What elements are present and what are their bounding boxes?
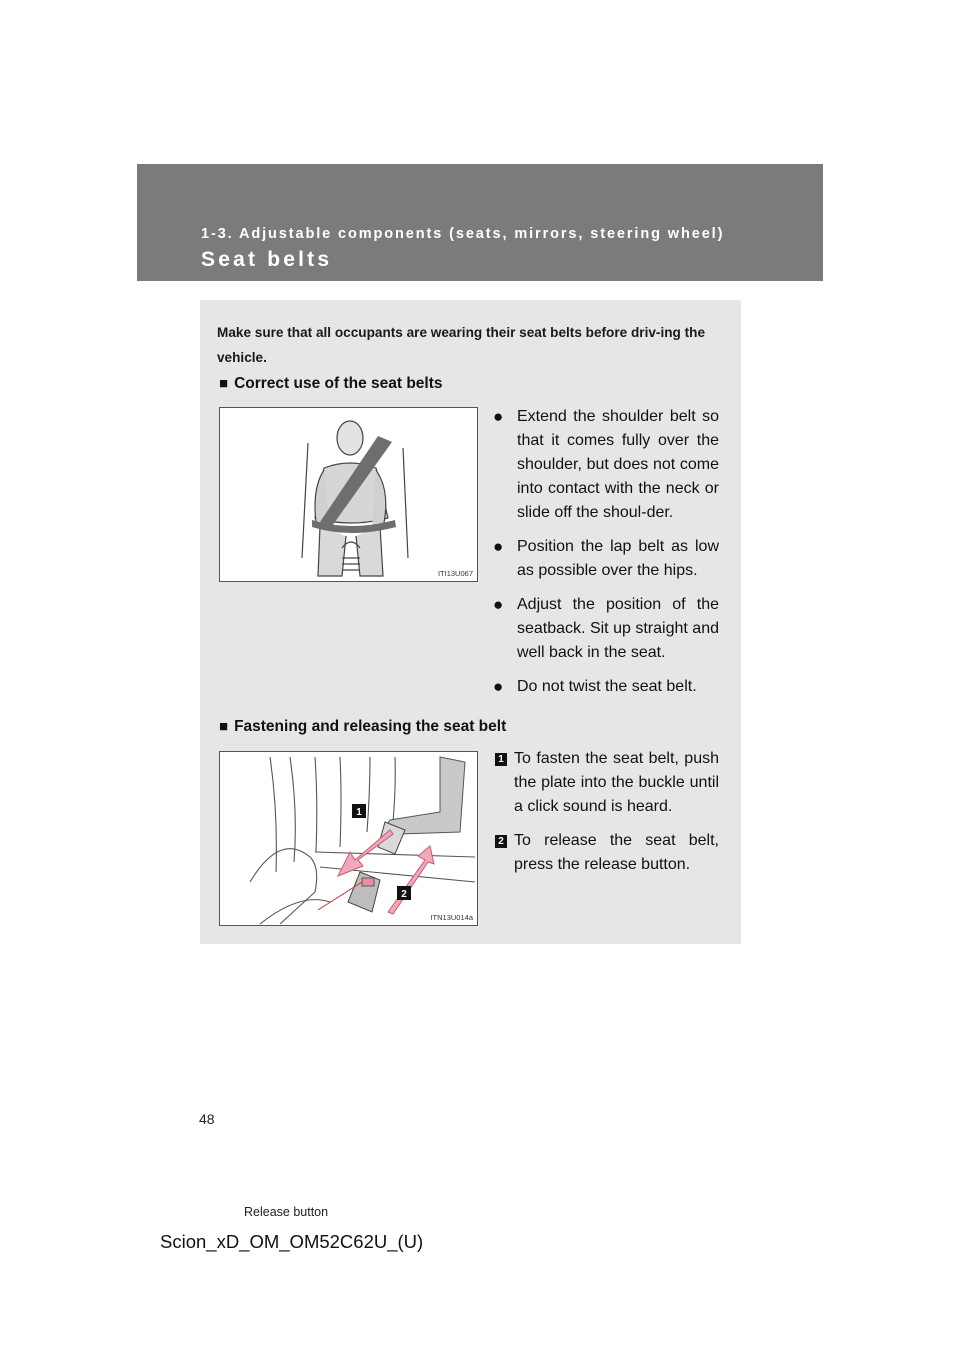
bullet-text: Do not twist the seat belt. bbox=[517, 678, 697, 695]
bullet-dot-icon: ● bbox=[493, 407, 504, 426]
heading-correct-use-text: Correct use of the seat belts bbox=[234, 375, 443, 392]
square-bullet-icon: ■ bbox=[219, 375, 229, 392]
step-text: To fasten the seat belt, push the plate into the buckle until a click sound is heard. bbox=[514, 750, 719, 815]
seated-occupant-illustration bbox=[220, 408, 477, 581]
heading-fastening-text: Fastening and releasing the seat belt bbox=[234, 718, 507, 735]
step-item bbox=[493, 829, 719, 877]
heading-fastening bbox=[219, 718, 506, 736]
figure-seated-occupant bbox=[219, 407, 478, 582]
intro-text: Make sure that all occupants are wearing their seat belts before driv-ing the vehicle. bbox=[217, 325, 706, 365]
callout-1-label: 1 bbox=[356, 807, 362, 818]
step-text: To release the seat belt, press the release button. bbox=[514, 832, 719, 873]
square-bullet-icon: ■ bbox=[219, 718, 229, 735]
bullet-item bbox=[493, 675, 719, 699]
section-subtitle: 1-3. Adjustable components (seats, mirrors, steering wheel) bbox=[201, 226, 725, 242]
bullet-item bbox=[493, 405, 719, 525]
figure-code-1: ITI13U067 bbox=[437, 569, 473, 578]
page-number: 48 bbox=[199, 1111, 215, 1127]
bullet-text: Position the lap belt as low as possible over the hips. bbox=[517, 538, 719, 579]
bullet-item bbox=[493, 593, 719, 665]
heading-correct-use bbox=[219, 375, 443, 393]
step-number-badge: 1 bbox=[495, 753, 507, 766]
buckle-illustration bbox=[220, 752, 477, 925]
fastening-steps bbox=[493, 747, 719, 887]
footer-doc-id: Scion_xD_OM_OM52C62U_(U) bbox=[160, 1231, 424, 1252]
bullet-dot-icon: ● bbox=[493, 677, 504, 696]
release-button-label: Release button bbox=[244, 1205, 329, 1219]
step-item bbox=[493, 747, 719, 819]
section-header bbox=[137, 164, 823, 281]
bullet-item bbox=[493, 535, 719, 583]
bullet-dot-icon: ● bbox=[493, 537, 504, 556]
figure-buckle bbox=[219, 751, 478, 926]
figure-code-2: ITN13U014a bbox=[430, 913, 473, 922]
bullet-text: Extend the shoulder belt so that it comes fully over the shoulder, but does not come into contact with the neck or slide off the shoul-der. bbox=[517, 408, 719, 521]
callout-2-label: 2 bbox=[401, 889, 407, 900]
bullet-dot-icon: ● bbox=[493, 595, 504, 614]
correct-use-bullets bbox=[493, 405, 719, 709]
step-number-badge: 2 bbox=[495, 835, 507, 848]
bullet-text: Adjust the position of the seatback. Sit up straight and well back in the seat. bbox=[517, 596, 719, 661]
page-title: Seat belts bbox=[201, 248, 333, 271]
